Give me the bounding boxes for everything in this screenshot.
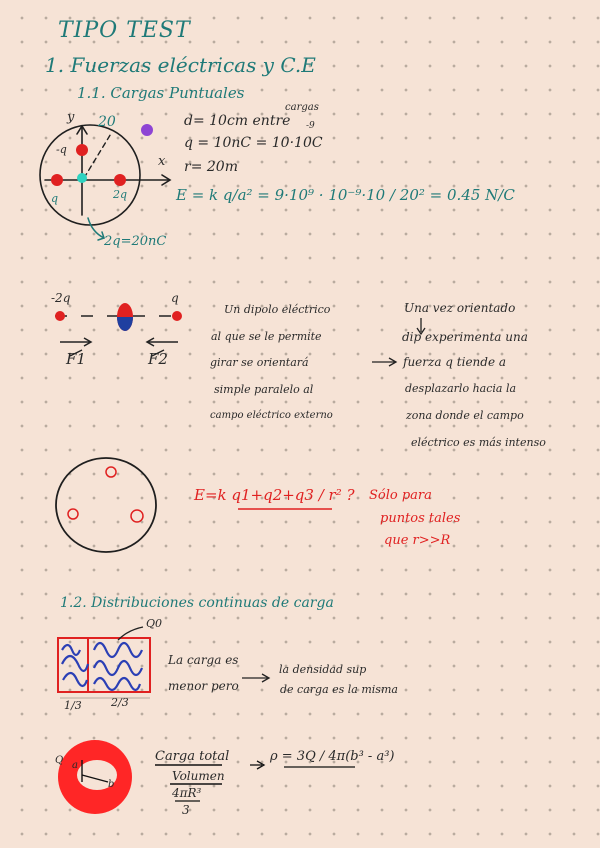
shell-q-label: Q [55,755,64,766]
slab-text-left-2: menor pero [168,679,239,693]
dipole-text-b-3: fuerza q tiende a [403,355,507,369]
dipole-text-a-5: campo eléctrico externo [210,410,333,421]
distance-line [84,132,112,178]
shell-a-label: a [72,760,78,771]
charge-neg-q [76,144,88,156]
dipole-right-charge-label: q [171,291,179,305]
dipole-text-a-4: simple paralelo al [214,383,314,396]
q-label: q [51,192,59,205]
dipole-text-a-1: Un dipolo eléctrico [224,303,331,316]
charge-q [51,174,63,186]
sphere-note-3: que r>>R [384,533,451,548]
force-f1-label: F1 [66,350,86,368]
2q-label: 2q [113,188,128,201]
field-formula: E = k q/a² = 9·10⁹ · 10⁻⁹·10 / 20² = 0.45 N/C [176,186,515,204]
slab-text-right-1: la densidad sup [279,663,367,676]
subsection-1-2-heading: 1.2. Distribuciones continuas de carga [60,595,334,611]
x-axis-label: x [158,154,166,169]
dipole-text-b-6: eléctrico es más intenso [411,436,546,449]
density-formula: ρ = 3Q / 4π(b³ - a³) [270,749,395,764]
dipole-left-charge [55,311,65,321]
sphere-diagram [56,458,332,552]
exponent-note: -9 [306,121,315,131]
dipole-text-b-2: dip experimenta una [402,330,528,344]
dipole-text-b-1: Una vez orientado [404,301,516,315]
dipole-text-a-3: girar se orientará [210,356,309,369]
dipole-right-charge [172,311,182,321]
radius-line-text: r= 20m [184,159,238,175]
subsection-1-1-heading: 1.1. Cargas Puntuales [77,84,245,102]
section-1-heading: 1. Fuerzas eléctricas y C.E [45,53,316,77]
force-f2-label: F2 [148,350,168,368]
slab-text-left-1: La carga es [168,653,239,667]
sphere-note-1: Sólo para [369,488,432,503]
dipole-text-b-4: desplazarlo hacia la [405,382,517,395]
charge-value-label: 2q=20nC [104,234,167,249]
charge-line-text: q = 10nC = 10·10C [184,135,323,151]
charge-2q [114,174,126,186]
y-axis-label: y [67,110,75,125]
volume-formula-num: 4πR³ [172,786,202,800]
sphere-note-2: puntos tales [380,511,461,526]
q0-label: Q0 [146,617,163,630]
total-charge-label: Carga total [155,749,230,764]
dipole-text-b-5: zona donde el campo [406,409,524,422]
origin-point [77,173,87,183]
dipole-text-a-2: al que se le permite [211,330,322,343]
superposition-formula: E=k q1+q2+q3 / r² ? [194,486,355,504]
distance-label: 20 [98,114,116,130]
cargas-note: cargas [285,102,319,113]
volume-label: Volumen [172,769,225,783]
point-charges-diagram [40,124,170,240]
volume-formula-den: 3 [182,803,190,817]
page-title: TIPO TEST [58,18,191,43]
one-third-label: 1/3 [64,699,82,712]
slab-text-right-2: de carga es la misma [280,683,398,696]
distance-line-text: d= 10cm entre [184,113,291,129]
shell-b-label: b [108,779,115,790]
dipole-left-charge-label: -2q [51,291,71,305]
two-thirds-label: 2/3 [111,696,129,709]
test-point [141,124,153,136]
neg-q-label: -q [56,143,67,156]
